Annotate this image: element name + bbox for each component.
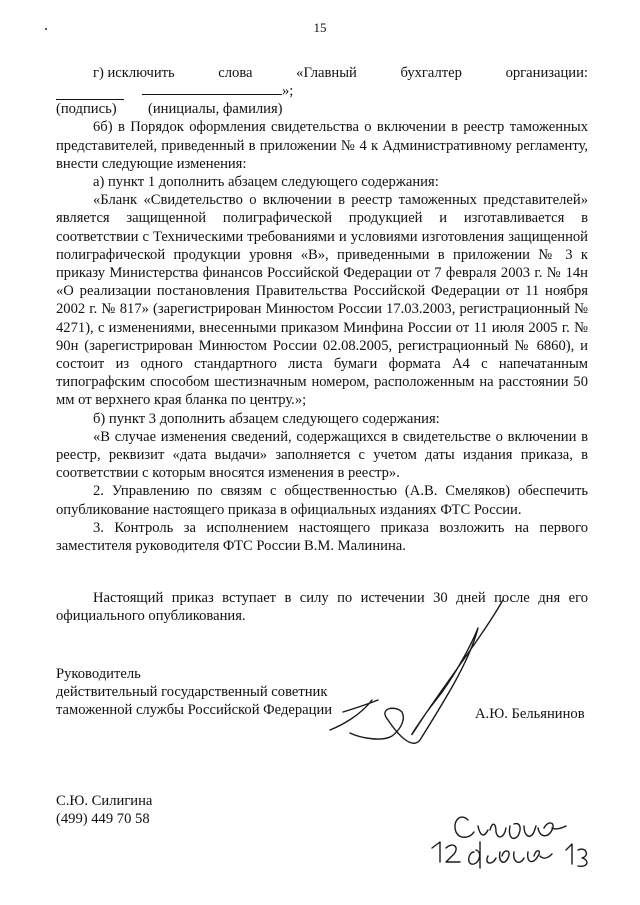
signatory-rank: действительный государственный советник	[56, 684, 328, 701]
paragraph: а) пункт 1 дополнить абзацем следующего содержания:	[93, 174, 439, 191]
document-body	[56, 64, 588, 626]
signature-blanks	[56, 82, 588, 100]
effective-clause: Настоящий приказ вступает в силу по истечении 30 дней после дня его официального опубликования.	[56, 590, 588, 625]
signatory-rank-2: таможенной службы Российской Федерации	[56, 702, 333, 719]
item-g-part: «Главный	[296, 65, 357, 81]
paragraph: б) пункт 3 дополнить абзацем следующего содержания:	[93, 410, 440, 427]
caption-signature: (подпись)	[56, 101, 117, 118]
page-number: 15	[313, 20, 327, 35]
item-g-part: бухгалтер	[400, 65, 462, 81]
paragraph: 2. Управлению по связям с общественностью (А.В. Смеляков) обеспечить опубликование настоящего приказа в официальных изданиях ФТС России.	[56, 483, 588, 518]
item-g-part: организации:	[505, 65, 588, 81]
paragraph: «Бланк «Свидетельство о включении в реестр таможенных представителей» является защищенной полиграфической продукцией и изготавливается в соответствии с Техническими требованиями и условиями изготовления защищенной полиграфической продукции уровня «В», приведенными в приложении № 3 к приказу Министерства финансов Российской Федерации от 7 февраля 2003 г. № 14н «О реализации постановления Правительства Российской Федерации от 11 ноября 2002 г. № 817» (зарегистрирован Минюстом России 17.03.2003, регистрационный № 4271), с изменениями, внесенными приказом Минфина России от 11 июля 2005 г. № 90н (зарегистрирован Минюстом России 02.08.2005, регистрационный № 6860), и состоит из одного стандартного листа бумаги формата А4 с напечатанным типографским способом шестизначным номером, расположенным на расстоянии 50 мм от верхнего края бланка по центру.»;	[56, 192, 588, 409]
caption-name: (инициалы, фамилия)	[148, 101, 283, 118]
paragraph: «В случае изменения сведений, содержащихся в свидетельстве о включении в реестр, реквизит «дата выдачи» заполняется с учетом даты издания приказа, в соответствии с которым вносятся изменения в реестр».	[56, 428, 588, 482]
blank-signature-line	[56, 85, 124, 100]
paragraph: 3. Контроль за исполнением настоящего приказа возложить на первого заместителя руководителя ФТС России В.М. Малинина.	[56, 519, 588, 555]
executor-phone: (499) 449 70 58	[56, 811, 150, 828]
item-g-part: г) исключить	[93, 65, 175, 81]
item-g-line	[56, 64, 588, 82]
item-g-tail: »;	[282, 83, 294, 99]
item-g-part: слова	[218, 65, 253, 81]
handwritten-date	[432, 842, 587, 868]
blank-captions	[56, 100, 588, 118]
executor-name: С.Ю. Силигина	[56, 793, 153, 809]
paragraph: 6б) в Порядок оформления свидетельства о включении в реестр таможенных представителей, приведенный в приложении № 4 к Административному регламенту, внести следующие изменения:	[56, 119, 588, 172]
signatory-name: А.Ю. Бельянинов	[475, 706, 585, 722]
signatory-block	[56, 665, 332, 720]
executor-block	[56, 792, 152, 828]
signatory-title: Руководитель	[56, 666, 141, 682]
handwritten-surname	[455, 817, 566, 838]
blank-name-line	[142, 80, 282, 95]
